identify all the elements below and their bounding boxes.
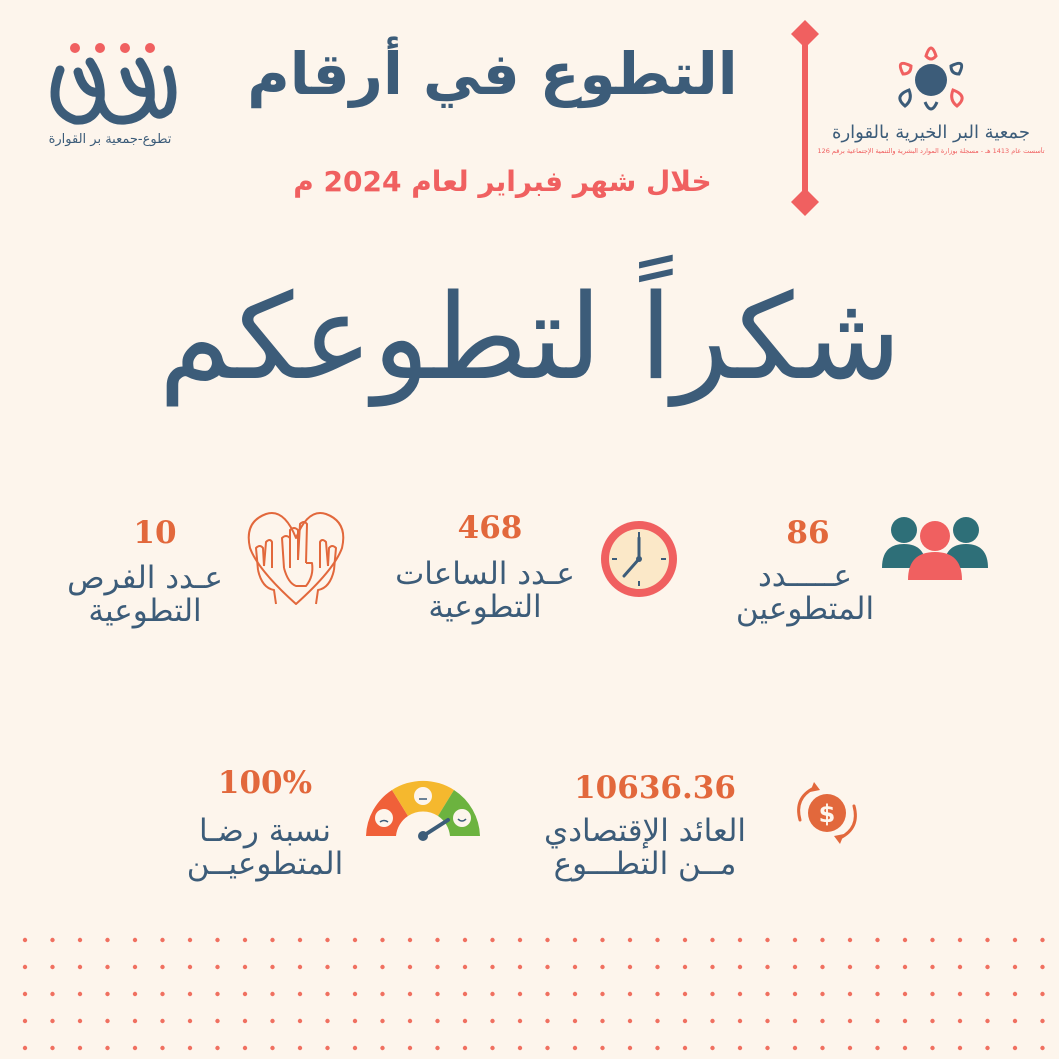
volunteers-label (700, 560, 910, 625)
pattern-dot (683, 938, 687, 942)
pattern-dot (985, 992, 989, 996)
dot-pattern (0, 930, 1059, 1059)
pattern-dot (1040, 938, 1044, 942)
pattern-dot (160, 938, 164, 942)
pattern-dot (23, 992, 27, 996)
pattern-dot (518, 1046, 522, 1050)
pattern-dot (78, 965, 82, 969)
pattern-dot (958, 1046, 962, 1050)
pattern-dot (298, 1019, 302, 1023)
pattern-dot (298, 1046, 302, 1050)
pattern-dot (518, 938, 522, 942)
pattern-dot (353, 1019, 357, 1023)
pattern-dot (820, 992, 824, 996)
pattern-dot (23, 1046, 27, 1050)
pattern-dot (105, 1046, 109, 1050)
pattern-dot (820, 1046, 824, 1050)
pattern-dot (270, 938, 274, 942)
pattern-dot (133, 1019, 137, 1023)
pattern-dot (958, 992, 962, 996)
pattern-dot (683, 1019, 687, 1023)
volunteers-label-line1: عـــــدد (758, 558, 852, 594)
economic-label-line2: مــن التطـــوع (553, 845, 737, 882)
pattern-dot (793, 938, 797, 942)
volunteer-logo-icon (40, 40, 180, 130)
pattern-dot (958, 965, 962, 969)
pattern-dot (573, 938, 577, 942)
pattern-dot (985, 1046, 989, 1050)
volunteers-count: 86 (786, 515, 830, 551)
pattern-dot (353, 938, 357, 942)
pattern-dot (985, 1019, 989, 1023)
pattern-dot (875, 1019, 879, 1023)
hours-count: 468 (457, 510, 523, 546)
pattern-dot (23, 1019, 27, 1023)
pattern-dot (490, 1046, 494, 1050)
pattern-dot (188, 1046, 192, 1050)
pattern-dot (408, 965, 412, 969)
org-logo-icon (815, 22, 1047, 167)
satisfaction-label (150, 815, 380, 880)
satisfaction-gauge-icon (362, 776, 484, 846)
pattern-dot (600, 965, 604, 969)
pattern-dot (903, 1046, 907, 1050)
pattern-dot (655, 938, 659, 942)
pattern-dot (848, 992, 852, 996)
pattern-dot (298, 965, 302, 969)
pattern-dot (490, 965, 494, 969)
pattern-dot (270, 965, 274, 969)
pattern-dot (683, 965, 687, 969)
pattern-dot (325, 1019, 329, 1023)
pattern-dot (655, 992, 659, 996)
pattern-dot (325, 1046, 329, 1050)
hours-label-line1: عـدد الساعات (395, 556, 575, 592)
pattern-dot (710, 1019, 714, 1023)
pattern-dot (380, 1046, 384, 1050)
pattern-dot (188, 965, 192, 969)
pattern-dot (490, 938, 494, 942)
pattern-dot (50, 1019, 54, 1023)
pattern-dot (793, 965, 797, 969)
pattern-dot (545, 992, 549, 996)
pattern-dot (930, 1019, 934, 1023)
dollar-cycle-icon (790, 780, 864, 846)
pattern-dot (655, 965, 659, 969)
pattern-dot (160, 992, 164, 996)
pattern-dot (600, 938, 604, 942)
pattern-dot (463, 1046, 467, 1050)
satisfaction-label-line1: نسبة رضـا (199, 813, 331, 849)
pattern-dot (793, 1019, 797, 1023)
pattern-dot (628, 992, 632, 996)
pattern-dot (545, 938, 549, 942)
pattern-dot (710, 965, 714, 969)
pattern-dot (628, 1019, 632, 1023)
clock-icon (598, 518, 680, 600)
pattern-dot (435, 938, 439, 942)
pattern-dot (353, 965, 357, 969)
satisfaction-value: 100% (217, 765, 313, 801)
pattern-dot (573, 992, 577, 996)
opportunities-label (40, 562, 250, 627)
page-subtitle: خلال شهر فبراير لعام 2024 م (293, 165, 712, 198)
pattern-dot (1013, 938, 1017, 942)
pattern-dot (215, 1046, 219, 1050)
pattern-dot (903, 992, 907, 996)
pattern-dot (298, 938, 302, 942)
pattern-dot (903, 965, 907, 969)
pattern-dot (848, 1046, 852, 1050)
pattern-dot (875, 992, 879, 996)
pattern-dot (545, 1046, 549, 1050)
pattern-dot (793, 1046, 797, 1050)
pattern-dot (105, 1019, 109, 1023)
pattern-dot (930, 992, 934, 996)
pattern-dot (738, 965, 742, 969)
volunteers-label-line2: المتطوعين (735, 590, 875, 627)
pattern-dot (518, 992, 522, 996)
pattern-dot (188, 938, 192, 942)
pattern-dot (298, 992, 302, 996)
pattern-dot (490, 992, 494, 996)
pattern-dot (243, 938, 247, 942)
pattern-dot (325, 992, 329, 996)
pattern-dot (325, 938, 329, 942)
pattern-dot (903, 938, 907, 942)
pattern-dot (600, 992, 604, 996)
pattern-dot (875, 938, 879, 942)
pattern-dot (23, 938, 27, 942)
pattern-dot (545, 965, 549, 969)
raised-hands-heart-icon (244, 508, 348, 608)
org-name: جمعية البر الخيرية بالقوارة (832, 122, 1030, 143)
pattern-dot (160, 965, 164, 969)
pattern-dot (1040, 992, 1044, 996)
pattern-dot (133, 992, 137, 996)
pattern-dot (243, 965, 247, 969)
pattern-dot (160, 1046, 164, 1050)
pattern-dot (325, 965, 329, 969)
pattern-dot (215, 965, 219, 969)
pattern-dot (765, 992, 769, 996)
pattern-dot (820, 1019, 824, 1023)
pattern-dot (270, 1046, 274, 1050)
pattern-dot (985, 938, 989, 942)
pattern-dot (1040, 965, 1044, 969)
pattern-dot (765, 938, 769, 942)
pattern-dot (600, 1019, 604, 1023)
pattern-dot (160, 1019, 164, 1023)
pattern-dot (408, 938, 412, 942)
pattern-dot (738, 938, 742, 942)
pattern-dot (985, 965, 989, 969)
opportunities-count: 10 (133, 515, 177, 551)
volunteer-caption: تطوع-جمعية بر القوارة (48, 132, 172, 147)
pattern-dot (408, 992, 412, 996)
pattern-dot (1013, 1019, 1017, 1023)
pattern-dot (408, 1046, 412, 1050)
pattern-dot (463, 1019, 467, 1023)
pattern-dot (628, 1046, 632, 1050)
pattern-dot (435, 965, 439, 969)
pattern-dot (683, 1046, 687, 1050)
pattern-dot (683, 992, 687, 996)
pattern-dot (930, 965, 934, 969)
pattern-dot (188, 992, 192, 996)
pattern-dot (463, 938, 467, 942)
pattern-dot (930, 938, 934, 942)
pattern-dot (215, 992, 219, 996)
economic-label-line1: العائد الإقتصادي (543, 813, 747, 849)
pattern-dot (435, 1019, 439, 1023)
pattern-dot (133, 938, 137, 942)
economic-value: 10636.36 (574, 770, 736, 806)
divider-icon (788, 18, 822, 218)
hours-label-line2: التطوعية (428, 588, 542, 625)
pattern-dot (820, 965, 824, 969)
hours-label (370, 558, 600, 623)
pattern-dot (215, 938, 219, 942)
pattern-dot (848, 1019, 852, 1023)
pattern-dot (435, 1046, 439, 1050)
pattern-dot (738, 992, 742, 996)
pattern-dot (270, 1019, 274, 1023)
satisfaction-label-line2: المتطوعيــن (186, 845, 344, 882)
pattern-dot (105, 965, 109, 969)
pattern-dot (78, 992, 82, 996)
pattern-dot (765, 1019, 769, 1023)
pattern-dot (793, 992, 797, 996)
pattern-dot (765, 1046, 769, 1050)
pattern-dot (133, 965, 137, 969)
pattern-dot (710, 1046, 714, 1050)
opportunities-label-line1: عـدد الفرص (67, 560, 223, 596)
pattern-dot (738, 1046, 742, 1050)
pattern-dot (1040, 1019, 1044, 1023)
pattern-dot (600, 1046, 604, 1050)
pattern-dot (710, 938, 714, 942)
pattern-dot (628, 938, 632, 942)
pattern-dot (243, 992, 247, 996)
pattern-dot (1013, 992, 1017, 996)
pattern-dot (353, 992, 357, 996)
pattern-dot (78, 1046, 82, 1050)
svg-text:$: $ (818, 800, 836, 828)
pattern-dot (820, 938, 824, 942)
pattern-dot (490, 1019, 494, 1023)
pattern-dot (243, 1046, 247, 1050)
pattern-dot (408, 1019, 412, 1023)
opportunities-label-line2: التطوعية (88, 592, 202, 629)
pattern-dot (270, 992, 274, 996)
pattern-dot (875, 965, 879, 969)
pattern-dot (655, 1046, 659, 1050)
pattern-dot (435, 992, 439, 996)
pattern-dot (380, 992, 384, 996)
pattern-dot (78, 1019, 82, 1023)
pattern-dot (1040, 1046, 1044, 1050)
pattern-dot (50, 1046, 54, 1050)
pattern-dot (518, 965, 522, 969)
pattern-dot (78, 938, 82, 942)
pattern-dot (930, 1046, 934, 1050)
pattern-dot (380, 938, 384, 942)
pattern-dot (628, 965, 632, 969)
thanks-message: شكراً لتطوعكم (158, 268, 902, 406)
pattern-dot (765, 965, 769, 969)
pattern-dot (848, 938, 852, 942)
pattern-dot (243, 1019, 247, 1023)
pattern-dot (50, 992, 54, 996)
pattern-dot (545, 1019, 549, 1023)
pattern-dot (463, 992, 467, 996)
pattern-dot (50, 965, 54, 969)
pattern-dot (848, 965, 852, 969)
pattern-dot (23, 965, 27, 969)
pattern-dot (215, 1019, 219, 1023)
pattern-dot (573, 1046, 577, 1050)
pattern-dot (463, 965, 467, 969)
economic-label (510, 815, 780, 880)
pattern-dot (710, 992, 714, 996)
pattern-dot (1013, 965, 1017, 969)
pattern-dot (573, 965, 577, 969)
pattern-dot (958, 938, 962, 942)
pattern-dot (903, 1019, 907, 1023)
pattern-dot (353, 1046, 357, 1050)
pattern-dot (518, 1019, 522, 1023)
pattern-dot (380, 965, 384, 969)
pattern-dot (380, 1019, 384, 1023)
pattern-dot (1013, 1046, 1017, 1050)
pattern-dot (573, 1019, 577, 1023)
org-subtitle: تأسست عام 1413 هـ - مسجلة بوزارة الموارد البشرية والتنمية الإجتماعية برقم 126 (817, 147, 1045, 155)
page-title: التطوع في أرقام (247, 40, 738, 108)
pattern-dot (50, 938, 54, 942)
pattern-dot (105, 992, 109, 996)
people-group-icon (880, 512, 990, 582)
pattern-dot (188, 1019, 192, 1023)
pattern-dot (133, 1046, 137, 1050)
pattern-dot (655, 1019, 659, 1023)
pattern-dot (738, 1019, 742, 1023)
pattern-dot (958, 1019, 962, 1023)
pattern-dot (875, 1046, 879, 1050)
pattern-dot (105, 938, 109, 942)
